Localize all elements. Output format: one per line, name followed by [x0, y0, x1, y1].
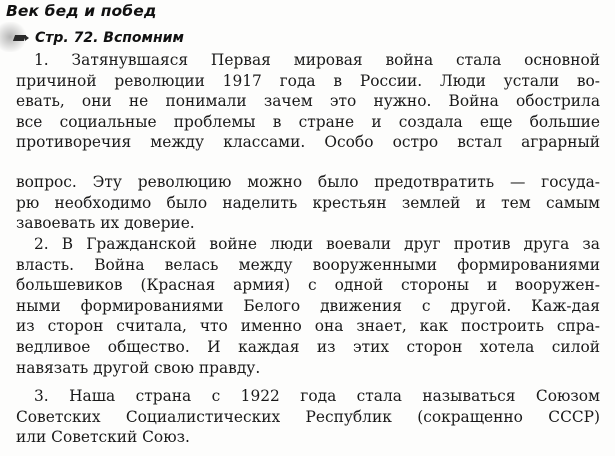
section-subheader-label: Стр. 72. Вспомним [35, 30, 184, 46]
paragraph-1-continued [16, 172, 600, 234]
text-line: вопрос. Эту революцию можно было предотвратить — госуда- [16, 173, 600, 191]
text-line: 3. Наша страна с 1922 года стала называться Союзом [34, 387, 600, 405]
text-line: все социальные проблемы в стране и создала еще большие [16, 112, 600, 131]
text-line: ведливое общество. И каждая из этих сторон хотела силой [16, 337, 600, 356]
text-line: 1. Затянувшаяся Первая мировая война стала основной [34, 51, 600, 69]
paragraph-2 [16, 234, 600, 378]
text-line: из сторон считала, что именно она знает, как построить спра- [16, 317, 600, 336]
pencil-icon [14, 32, 28, 44]
text-line: причиной революции 1917 года в России. Люди устали во- [16, 71, 600, 90]
text-line: Советских Социалистических Республик (сокращенно СССР) [16, 407, 600, 426]
text-line: большевиков (Красная армия) с одной стороны и вооружен- [16, 276, 600, 295]
text-line: ными формированиями Белого движения с другой. Каж-дая [16, 296, 600, 315]
text-line: евать, они не понимали зачем это нужно. Война обострила [16, 92, 600, 111]
text-line: навязать другой свою правду. [16, 358, 261, 377]
paragraph-3 [16, 386, 600, 448]
text-line: или Советский Союз. [16, 428, 190, 447]
text-line: противоречия между классами. Особо остро встал аграрный [16, 133, 600, 152]
text-line: рю необходимо было наделить крестьян землей и тем самым [16, 193, 600, 212]
text-line: завоевать их доверие. [16, 214, 195, 233]
paragraph-1 [16, 50, 600, 153]
section-subheader [14, 30, 184, 46]
page-title: Век бед и побед [6, 2, 157, 20]
text-line: 2. В Гражданской войне люди воевали друг против друга за [34, 235, 600, 253]
text-line: власть. Война велась между вооруженными формированиями [16, 255, 600, 274]
